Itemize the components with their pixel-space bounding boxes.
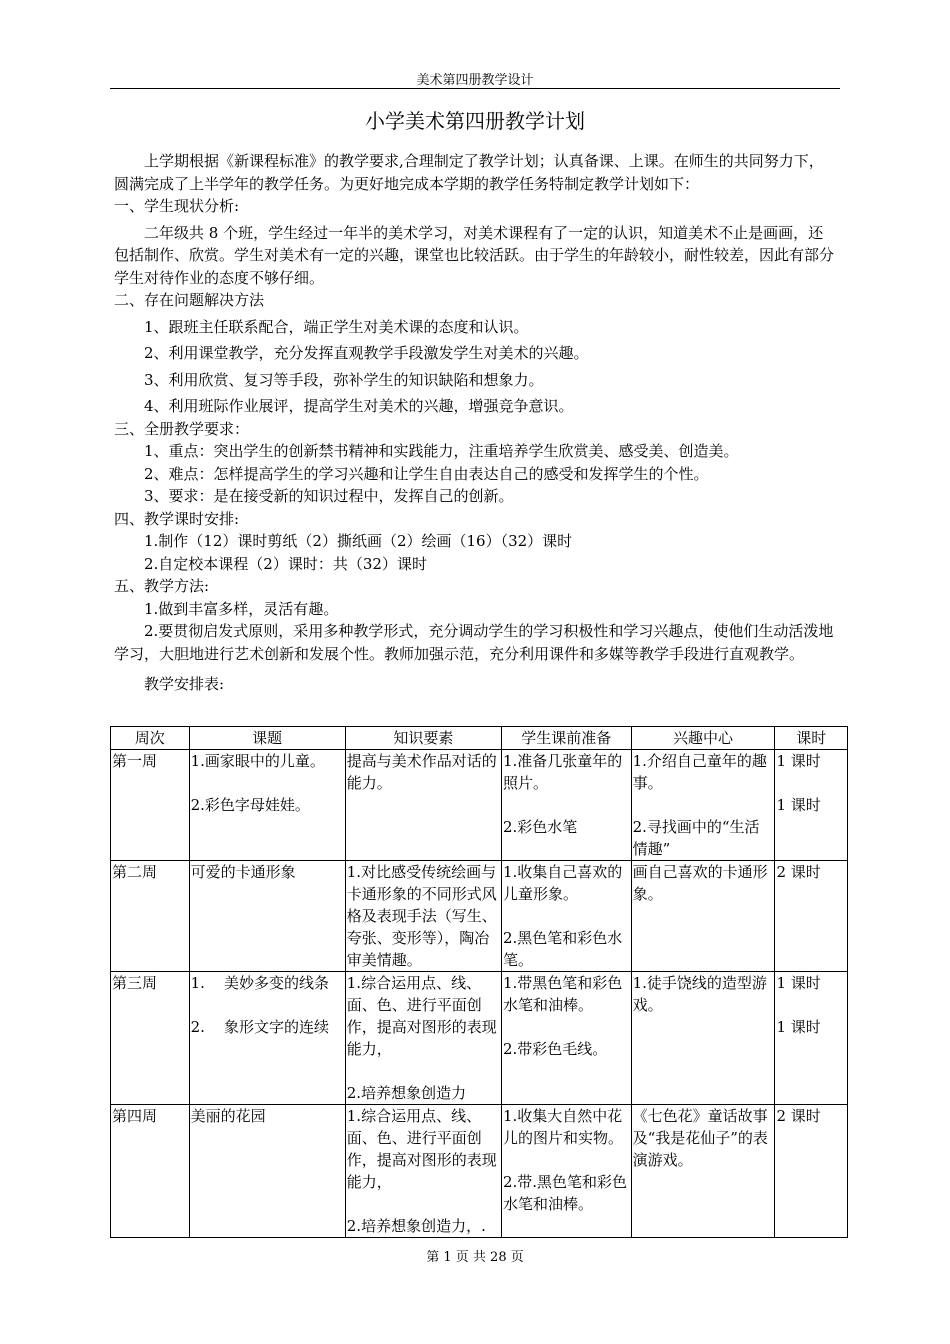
section-5-item: 2.要贯彻启发式原则，采用多种教学形式，充分调动学生的学习积极性和学习兴趣点，使他们生动活泼地学习，大胆地进行艺术创新和发展个性。教师加强示范，充分利用课件和多媒等教学手段进行直观教学。 — [114, 622, 834, 663]
section-3-item: 3、要求：是在接受新的知识过程中，发挥自己的创新。 — [144, 487, 514, 505]
section-2-item: 3、利用欣赏、复习等手段，弥补学生的知识缺陷和想象力。 — [144, 370, 544, 389]
preparation-line: 2.带.黑色笔和彩色水笔和油棒。 — [502, 1173, 628, 1213]
section-1-body: 二年级共 8 个班，学生经过一年半的美术学习，对美术课程有了一定的认识，知道美术不止是画画，还包括制作、欣赏。学生对美术有一定的兴趣，课堂也比较活跃。由于学生的年龄较小，耐性较差，因此有部分学生对待作业的态度不够仔细。 — [114, 223, 835, 287]
hours-line: 1 课时 — [776, 752, 821, 770]
knowledge-cell — [345, 1105, 501, 1238]
page-footer: 第 1 页 共 28 页 — [426, 1250, 524, 1265]
interest-cell: 画自己喜欢的卡通形象。 — [631, 861, 775, 972]
week-cell: 第三周 — [111, 972, 190, 1105]
interest-cell: 《七色花》童话故事及“我是花仙子”的表演游戏。 — [631, 1105, 775, 1238]
hours-line: 1 课时 — [776, 796, 821, 814]
section-4-item: 2.自定校本课程（2）课时：共（32）课时 — [144, 554, 427, 573]
preparation-line: 2.黑色笔和彩色水笔。 — [502, 929, 623, 969]
hours-line: 1 课时 — [776, 1018, 821, 1036]
header-rule — [110, 88, 840, 89]
document-title: 小学美术第四册教学计划 — [365, 109, 585, 133]
preparation-line: 1.收集自己喜欢的儿童形象。 — [502, 863, 623, 903]
teaching-schedule-table — [110, 726, 848, 1238]
preparation-line: 2.带彩色毛线。 — [502, 1040, 608, 1058]
table-row — [111, 861, 848, 972]
hours-line: 1 课时 — [776, 974, 821, 992]
column-header-hours: 课时 — [775, 727, 848, 750]
topic-line: 2. 象形文字的连续 — [190, 1018, 329, 1036]
knowledge-line: 1.综合运用点、线、面、色、进行平面创作，提高对图形的表现能力， — [346, 1107, 497, 1191]
hours-cell: 2 课时 — [775, 1105, 848, 1238]
section-1-heading: 一、学生现状分析: — [114, 197, 240, 215]
section-3-item: 2、难点：怎样提高学生的学习兴趣和让学生自由表达自己的感受和发挥学生的个性。 — [144, 464, 709, 483]
knowledge-line: 1.综合运用点、线、面、色、进行平面创作，提高对图形的表现能力， — [346, 974, 497, 1058]
preparation-cell — [501, 861, 631, 972]
preparation-cell — [501, 972, 631, 1105]
interest-line: 2.寻找画中的“生活情趣” — [632, 818, 760, 858]
knowledge-cell — [345, 972, 501, 1105]
column-header-preparation: 学生课前准备 — [501, 727, 631, 750]
table-row — [111, 972, 848, 1105]
preparation-line: 1.准备几张童年的照片。 — [502, 752, 623, 792]
topic-cell — [189, 750, 345, 861]
knowledge-line: 2.培养想象创造力 — [346, 1084, 467, 1102]
knowledge-cell: 1.对比感受传统绘画与卡通形象的不同形式风格及表现手法（写生、夸张、变形等），陶冶审美情趣。 — [345, 861, 501, 972]
table-row — [111, 1105, 848, 1238]
interest-line: 1.介绍自己童年的趣事。 — [632, 752, 767, 792]
section-5-heading: 五、教学方法: — [114, 577, 210, 595]
topic-line: 1.画家眼中的儿童。 — [190, 752, 325, 770]
page-header: 美术第四册教学设计 — [416, 73, 534, 88]
hours-cell — [775, 750, 848, 861]
preparation-cell — [501, 750, 631, 861]
topic-line: 1. 美妙多变的线条 — [190, 974, 329, 992]
week-cell: 第四周 — [111, 1105, 190, 1238]
topic-cell — [189, 972, 345, 1105]
section-4-heading: 四、教学课时安排: — [114, 509, 240, 528]
column-header-interest: 兴趣中心 — [631, 727, 775, 750]
section-2-item: 2、利用课堂教学，充分发挥直观教学手段激发学生对美术的兴趣。 — [144, 344, 589, 362]
week-cell: 第一周 — [111, 750, 190, 861]
topic-cell: 美丽的花园 — [189, 1105, 345, 1238]
preparation-line: 2.彩色水笔 — [502, 818, 578, 836]
schedule-label: 教学安排表: — [144, 675, 225, 693]
week-cell: 第二周 — [111, 861, 190, 972]
hours-cell — [775, 972, 848, 1105]
section-4-item: 1.制作（12）课时剪纸（2）撕纸画（2）绘画（16）（32）课时 — [144, 532, 573, 550]
section-2-item: 4、利用班际作业展评，提高学生对美术的兴趣，增强竞争意识。 — [144, 397, 574, 415]
table-row — [111, 750, 848, 861]
preparation-cell — [501, 1105, 631, 1238]
knowledge-line: 2.培养想象创造力，. — [346, 1217, 486, 1235]
table-header-row — [111, 727, 848, 750]
section-2-item: 1、跟班主任联系配合，端正学生对美术课的态度和认识。 — [144, 317, 529, 336]
column-header-knowledge: 知识要素 — [345, 727, 501, 750]
section-3-item: 1、重点：突出学生的创新禁书精神和实践能力，注重培养学生欣赏美、感受美、创造美。 — [144, 442, 739, 460]
column-header-topic: 课题 — [189, 727, 345, 750]
preparation-line: 1.带黑色笔和彩色水笔和油棒。 — [502, 974, 623, 1014]
hours-cell: 2 课时 — [775, 861, 848, 972]
knowledge-cell: 提高与美术作品对话的能力。 — [345, 750, 501, 861]
column-header-week: 周次 — [111, 727, 190, 750]
interest-cell — [631, 750, 775, 861]
preparation-line: 1.收集大自然中花儿的图片和实物。 — [502, 1107, 623, 1147]
interest-cell: 1.徒手饶线的造型游戏。 — [631, 972, 775, 1105]
section-5-item: 1.做到丰富多样，灵活有趣。 — [144, 599, 339, 618]
section-3-heading: 三、全册教学要求： — [114, 419, 250, 438]
section-2-heading: 二、存在问题解决方法 — [114, 291, 265, 309]
topic-line: 2.彩色字母娃娃。 — [190, 796, 310, 814]
topic-cell: 可爱的卡通形象 — [189, 861, 345, 972]
document-body — [114, 150, 838, 696]
intro-paragraph: 上学期根据《新课程标准》的教学要求,合理制定了教学计划；认真备课、上课。在师生的共同努力下，圆满完成了上半学年的教学任务。为更好地完成本学期的教学任务特制定教学计划如下： — [114, 152, 824, 193]
